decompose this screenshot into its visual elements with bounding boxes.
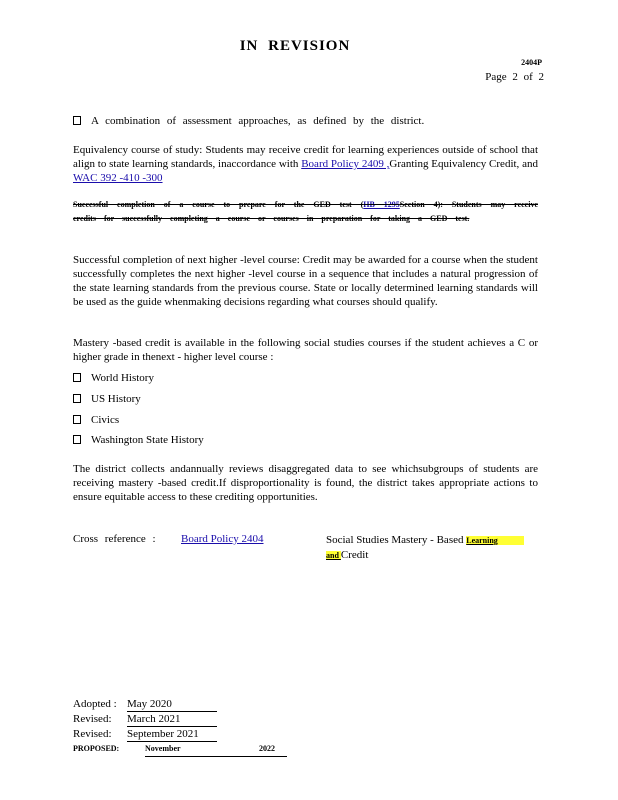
board-policy-2409-link[interactable]: Board Policy 2409 , [301,158,390,170]
list-item [73,372,154,384]
revised-row [73,727,287,742]
revised-value: September 2021 [127,727,217,742]
xref-highlight-learning: Learning [466,536,524,545]
document-title: IN REVISION [239,38,351,54]
course-washington-state-history: Washington State History [91,434,204,446]
hb-1295-link[interactable]: HB 1295 [363,200,400,209]
disaggregated-text: The district collects andannually reviews disaggregated data to see whichsubgroups of students are receiving mastery -based credit.If disproportionality is found, the district takes appropriate actions to ensure equitable access to these crediting opportunities. [73,463,538,503]
adopted-row [73,697,287,712]
bullet-square-icon [73,373,81,382]
equivalency-paragraph [73,143,538,185]
proposed-label: PROPOSED: [73,744,120,753]
adopted-value: May 2020 [127,697,217,712]
disaggregated-paragraph [73,462,538,504]
revised-row [73,712,287,727]
wac-link[interactable]: WAC 392 -410 -300 [73,172,163,184]
proposed-year: 2022 [259,744,275,753]
policy-code: 2404P [521,58,542,67]
cross-reference-title [326,533,536,563]
proposed-month: November [145,744,181,753]
xref-title-credit: Credit [340,549,369,561]
equivalency-text-2: Granting Equivalency Credit, and [389,158,538,170]
board-policy-2404-link[interactable]: Board Policy 2404 [181,533,264,545]
list-item [73,434,204,446]
course-civics: Civics [91,414,120,426]
course-world-history: World History [91,372,154,384]
revision-history [73,697,287,757]
ged-struck-paragraph [73,198,538,226]
mastery-intro-text: Mastery -based credit is available in the following social studies courses if the student achieves a C or higher grade in thenext - higher level course : [73,337,538,363]
ged-text-2: Section 4): Students may receive credits for successfully completing a course or courses in preparation for taking a GED test. [73,200,539,223]
xref-title-text: Social Studies Mastery - Based [326,534,467,546]
equivalency-text-1: Equivalency course of study: Students may receive credit for learning experiences outside of school that align to state learning standards, inaccordance with [73,144,538,170]
list-item [73,393,141,405]
bullet-square-icon [73,116,81,125]
revised-label: Revised: [73,728,112,740]
bullet-square-icon [73,415,81,424]
ged-text-1: Successful completion of a course to prepare for the GED test ( [73,200,364,209]
revised-label: Revised: [73,713,112,725]
list-item-text: A combination of assessment approaches, as defined by the district. [91,115,425,127]
mastery-intro-paragraph [73,336,538,364]
revised-value: March 2021 [127,712,217,727]
bullet-square-icon [73,394,81,403]
list-item [73,115,424,127]
next-higher-paragraph [73,253,538,309]
page-number: Page 2 of 2 [485,71,544,83]
adopted-label: Adopted : [73,698,117,710]
xref-highlight-and: and [326,551,341,560]
proposed-row [73,742,287,757]
bullet-square-icon [73,435,81,444]
course-us-history: US History [91,393,141,405]
list-item [73,414,119,426]
cross-reference-label: Cross reference : [73,533,156,545]
proposed-value [145,742,287,757]
next-higher-text: Successful completion of next higher -level course: Credit may be awarded for a course when the student successfully completes the next higher -level course in a sequence that includes a natural progression of the state learning standards from the previous course. State or locally determined learning standards will be used as the guide whenmaking decisions regarding what courses should qualify. [73,254,538,308]
